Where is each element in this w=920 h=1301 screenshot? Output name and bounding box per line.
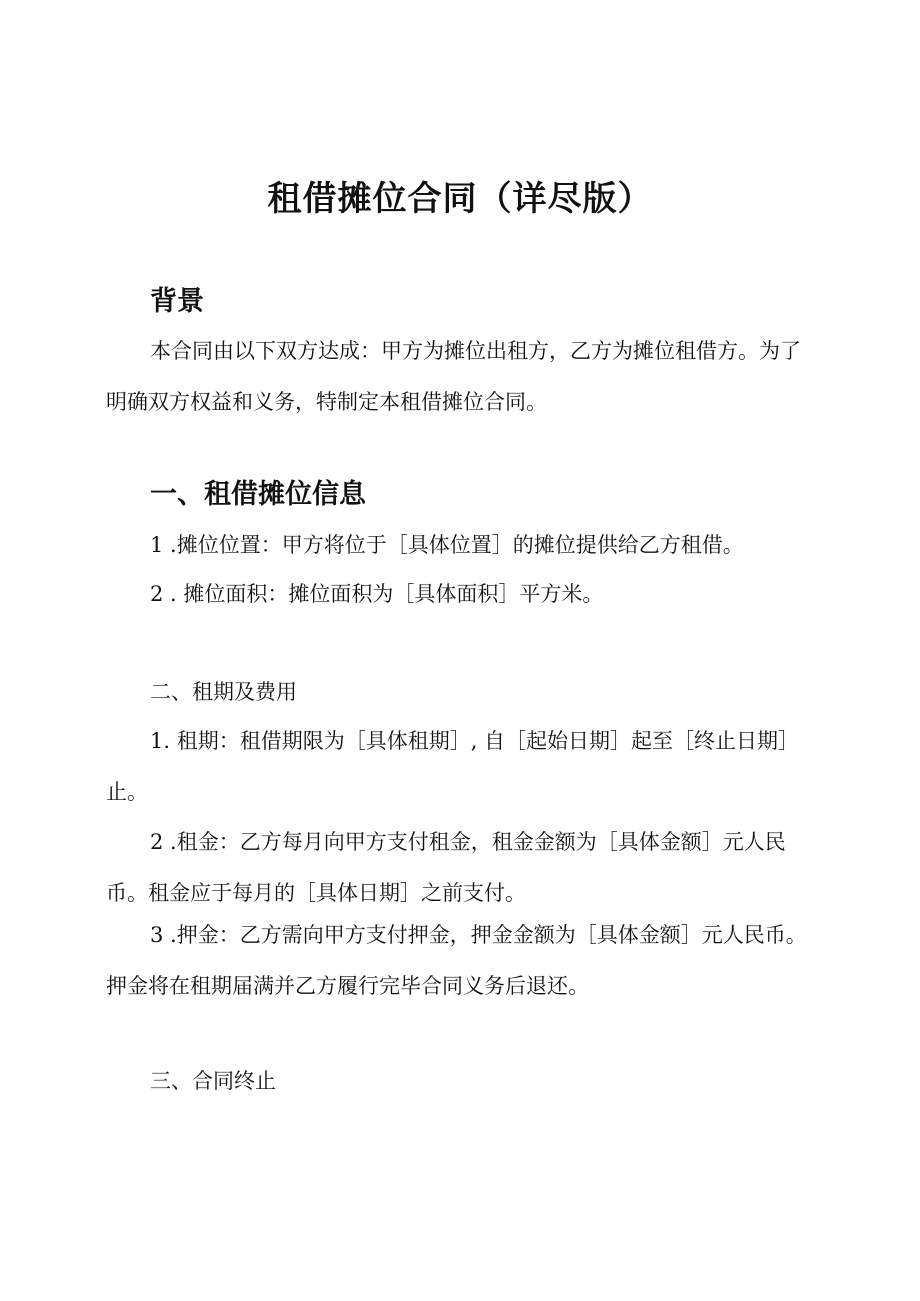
background-heading: 背景: [150, 286, 204, 317]
section-2-item-2: 2 .租金：乙方每月向甲方支付租金，租金金额为［具体金额］元人民币。租金应于每月的［具体日期］之前支付。: [106, 830, 786, 905]
section-2-item-3: 3 .押金：乙方需向甲方支付押金，押金金额为［具体金额］元人民币。押金将在租期届满并乙方履行完毕合同义务后退还。: [106, 923, 807, 998]
section-2-item-1: 1. 租期：租借期限为［具体租期］, 自［起始日期］起至［终止日期］止。: [106, 729, 800, 804]
section-3-heading: 三、合同终止: [150, 1069, 276, 1093]
section-1-item-1: 1 .摊位位置：甲方将位于［具体位置］的摊位提供给乙方租借。: [150, 533, 744, 557]
section-1-item-2: 2 . 摊位面积：摊位面积为［具体面积］平方米。: [150, 582, 604, 606]
section-1-heading: 一、租借摊位信息: [150, 479, 366, 510]
background-paragraph: 本合同由以下双方达成：甲方为摊位出租方，乙方为摊位租借方。为了明确双方权益和义务，特制定本租借摊位合同。: [106, 339, 801, 414]
document-title: 租借摊位合同（详尽版）: [267, 179, 653, 219]
section-2-heading: 二、租期及费用: [150, 680, 297, 704]
